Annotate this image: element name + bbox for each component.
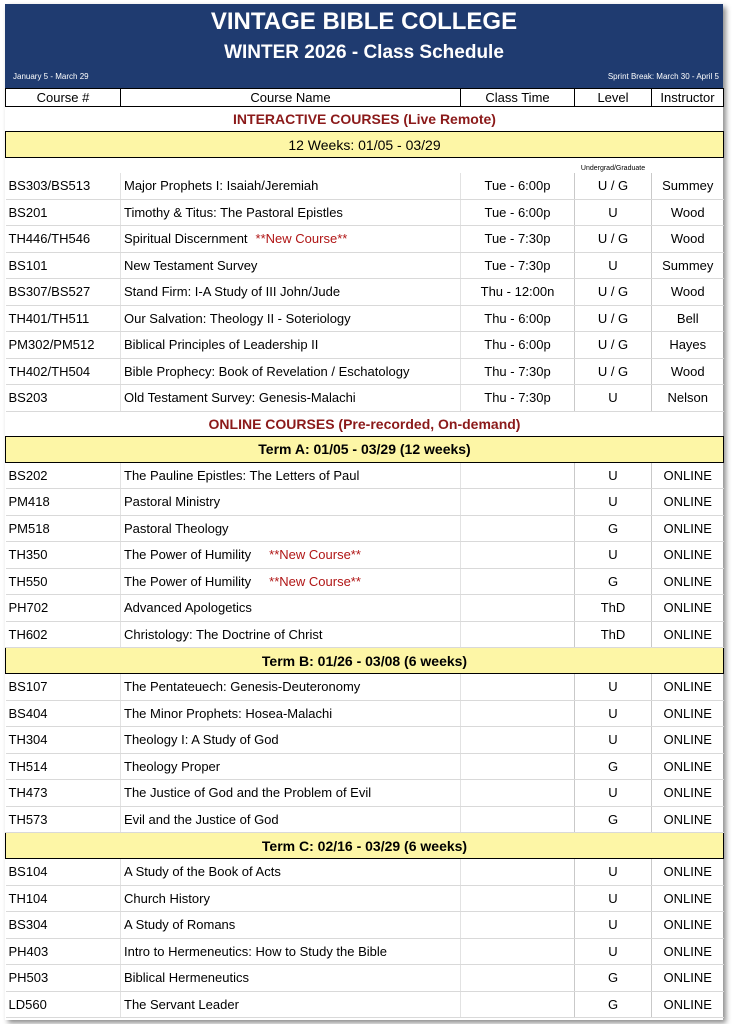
header-instructor: Instructor	[652, 89, 724, 107]
course-name	[121, 462, 461, 489]
interactive-term-band: 12 Weeks: 01/05 - 03/29	[6, 132, 724, 158]
instructor: ONLINE	[652, 806, 724, 833]
class-time	[461, 462, 575, 489]
class-time	[461, 859, 575, 886]
instructor: Summey	[652, 252, 724, 279]
table-row	[6, 991, 724, 1018]
course-name	[121, 753, 461, 780]
schedule-sheet	[5, 4, 723, 1020]
course-name-text: The Justice of God and the Problem of Evil	[124, 785, 372, 801]
course-name-text: Major Prophets I: Isaiah/Jeremiah	[124, 178, 319, 194]
instructor: Wood	[652, 279, 724, 306]
course-name	[121, 727, 461, 754]
course-number: TH304	[6, 727, 121, 754]
course-name-text: The Pauline Epistles: The Letters of Paul	[124, 467, 360, 483]
course-name-text: Church History	[124, 890, 210, 906]
course-name	[121, 385, 461, 412]
new-course-tag: **New Course**	[269, 573, 361, 589]
table-row	[6, 252, 724, 279]
table-row	[6, 385, 724, 412]
course-level: U	[575, 912, 652, 939]
course-number: BS404	[6, 700, 121, 727]
instructor: ONLINE	[652, 938, 724, 965]
course-name-text: Timothy & Titus: The Pastoral Epistles	[124, 204, 343, 220]
course-level: U	[575, 542, 652, 569]
course-name-text: Theology Proper	[124, 758, 221, 774]
table-row	[6, 885, 724, 912]
course-number: PH403	[6, 938, 121, 965]
class-time	[461, 727, 575, 754]
course-number: BS104	[6, 859, 121, 886]
table-row	[6, 912, 724, 939]
course-name	[121, 965, 461, 992]
instructor: ONLINE	[652, 991, 724, 1018]
class-time: Thu - 12:00n	[461, 279, 575, 306]
interactive-section-title: INTERACTIVE COURSES (Live Remote)	[233, 111, 496, 127]
course-name	[121, 226, 461, 253]
class-time	[461, 965, 575, 992]
course-level: U	[575, 727, 652, 754]
course-name	[121, 542, 461, 569]
instructor: ONLINE	[652, 780, 724, 807]
course-name-text: The Power of Humility	[124, 573, 252, 589]
course-number: BS107	[6, 674, 121, 701]
instructor: Bell	[652, 305, 724, 332]
class-time: Thu - 7:30p	[461, 358, 575, 385]
course-name	[121, 358, 461, 385]
course-name	[121, 252, 461, 279]
course-name	[121, 199, 461, 226]
course-level: U / G	[575, 305, 652, 332]
course-level: G	[575, 515, 652, 542]
instructor: ONLINE	[652, 885, 724, 912]
course-name-text: Biblical Hermeneutics	[124, 970, 249, 986]
course-number: BS307/BS527	[6, 279, 121, 306]
instructor: Summey	[652, 173, 724, 199]
course-level: G	[575, 991, 652, 1018]
class-time	[461, 885, 575, 912]
instructor: Hayes	[652, 332, 724, 359]
table-row	[6, 595, 724, 622]
course-number: BS303/BS513	[6, 173, 121, 199]
course-name	[121, 938, 461, 965]
course-number: TH473	[6, 780, 121, 807]
table-row	[6, 568, 724, 595]
header-level: Level	[575, 89, 652, 107]
course-name-text: A Study of Romans	[124, 917, 236, 933]
header-class-time: Class Time	[461, 89, 575, 107]
course-level: U	[575, 489, 652, 516]
class-time	[461, 753, 575, 780]
course-level: U	[575, 252, 652, 279]
course-level: U	[575, 885, 652, 912]
course-name	[121, 279, 461, 306]
course-number: BS304	[6, 912, 121, 939]
course-number: BS201	[6, 199, 121, 226]
course-name-text: Old Testament Survey: Genesis-Malachi	[124, 390, 356, 406]
term-dates: January 5 - March 29	[13, 72, 89, 81]
instructor: Nelson	[652, 385, 724, 412]
course-number: TH401/TH511	[6, 305, 121, 332]
course-name-text: Spiritual Discernment	[124, 231, 248, 247]
course-number: TH550	[6, 568, 121, 595]
table-row	[6, 226, 724, 253]
course-number: TH514	[6, 753, 121, 780]
table-row	[6, 938, 724, 965]
course-level: G	[575, 806, 652, 833]
table-row	[6, 462, 724, 489]
course-name-text: The Servant Leader	[124, 996, 239, 1012]
course-name	[121, 700, 461, 727]
course-name-text: Stand Firm: I-A Study of III John/Jude	[124, 284, 341, 300]
course-name-text: The Power of Humility	[124, 547, 252, 563]
course-level: U	[575, 859, 652, 886]
class-time: Thu - 6:00p	[461, 332, 575, 359]
course-level: U	[575, 199, 652, 226]
course-number: TH602	[6, 621, 121, 648]
table-row	[6, 332, 724, 359]
course-name	[121, 885, 461, 912]
class-time: Tue - 7:30p	[461, 226, 575, 253]
course-name	[121, 173, 461, 199]
course-level: U	[575, 938, 652, 965]
table-row	[6, 753, 724, 780]
table-row	[6, 515, 724, 542]
class-time	[461, 489, 575, 516]
course-name-text: Our Salvation: Theology II - Soteriology	[124, 310, 351, 326]
level-note-row	[6, 158, 724, 174]
class-time: Tue - 6:00p	[461, 173, 575, 199]
course-name-text: Pastoral Theology	[124, 520, 229, 536]
class-time	[461, 991, 575, 1018]
table-row	[6, 727, 724, 754]
class-time	[461, 621, 575, 648]
course-level: U / G	[575, 173, 652, 199]
course-name-text: The Pentateuech: Genesis-Deuteronomy	[124, 679, 361, 695]
table-row	[6, 489, 724, 516]
course-number: LD560	[6, 991, 121, 1018]
class-time	[461, 780, 575, 807]
table-row	[6, 542, 724, 569]
class-time	[461, 700, 575, 727]
schedule-subtitle: WINTER 2026 - Class Schedule	[224, 42, 504, 63]
course-number: PH702	[6, 595, 121, 622]
instructor: ONLINE	[652, 912, 724, 939]
course-number: BS101	[6, 252, 121, 279]
class-time: Tue - 6:00p	[461, 199, 575, 226]
class-time	[461, 568, 575, 595]
new-course-tag: **New Course**	[269, 547, 361, 563]
table-row	[6, 199, 724, 226]
course-number: TH350	[6, 542, 121, 569]
instructor: ONLINE	[652, 859, 724, 886]
course-number: TH446/TH546	[6, 226, 121, 253]
schedule-table	[5, 88, 724, 1018]
course-name-text: Biblical Principles of Leadership II	[124, 337, 319, 353]
course-level: U / G	[575, 358, 652, 385]
instructor: ONLINE	[652, 489, 724, 516]
course-level: U	[575, 462, 652, 489]
class-time	[461, 674, 575, 701]
instructor: ONLINE	[652, 595, 724, 622]
instructor: ONLINE	[652, 727, 724, 754]
table-row	[6, 305, 724, 332]
instructor: Wood	[652, 358, 724, 385]
course-number: PM302/PM512	[6, 332, 121, 359]
instructor: ONLINE	[652, 621, 724, 648]
course-name	[121, 806, 461, 833]
course-name-text: The Minor Prophets: Hosea-Malachi	[124, 705, 333, 721]
table-row	[6, 965, 724, 992]
course-name-text: A Study of the Book of Acts	[124, 864, 281, 880]
course-level: G	[575, 753, 652, 780]
course-number: BS202	[6, 462, 121, 489]
course-name-text: Christology: The Doctrine of Christ	[124, 626, 323, 642]
table-row	[6, 780, 724, 807]
course-name	[121, 305, 461, 332]
instructor: ONLINE	[652, 753, 724, 780]
course-name	[121, 515, 461, 542]
course-name-text: Intro to Hermeneutics: How to Study the Bible	[124, 943, 388, 959]
table-row	[6, 674, 724, 701]
course-number: TH402/TH504	[6, 358, 121, 385]
college-title: VINTAGE BIBLE COLLEGE	[210, 8, 518, 35]
course-name	[121, 332, 461, 359]
class-time: Thu - 6:00p	[461, 305, 575, 332]
course-name	[121, 780, 461, 807]
course-level: U	[575, 700, 652, 727]
course-name-text: New Testament Survey	[124, 257, 258, 273]
course-name	[121, 674, 461, 701]
class-time	[461, 542, 575, 569]
class-time	[461, 806, 575, 833]
online-term-b-band: Term B: 01/26 - 03/08 (6 weeks)	[6, 648, 724, 674]
course-number: TH573	[6, 806, 121, 833]
course-name	[121, 595, 461, 622]
course-level: U	[575, 780, 652, 807]
table-row	[6, 358, 724, 385]
course-level: U / G	[575, 279, 652, 306]
course-level: U	[575, 674, 652, 701]
course-name	[121, 859, 461, 886]
table-row	[6, 621, 724, 648]
course-name	[121, 991, 461, 1018]
course-name	[121, 568, 461, 595]
course-level: U	[575, 385, 652, 412]
online-term-c-band: Term C: 02/16 - 03/29 (6 weeks)	[6, 833, 724, 859]
new-course-tag: **New Course**	[255, 231, 348, 247]
instructor: ONLINE	[652, 462, 724, 489]
table-row	[6, 859, 724, 886]
header-course-num: Course #	[6, 89, 121, 107]
course-number: TH104	[6, 885, 121, 912]
course-name	[121, 621, 461, 648]
course-name-text: Pastoral Ministry	[124, 494, 221, 510]
class-time	[461, 595, 575, 622]
table-row	[6, 173, 724, 199]
course-number: PM518	[6, 515, 121, 542]
table-row	[6, 806, 724, 833]
level-note: Undergrad/Graduate	[580, 165, 646, 172]
header-row	[6, 89, 724, 107]
course-level: ThD	[575, 595, 652, 622]
class-time	[461, 515, 575, 542]
course-number: PH503	[6, 965, 121, 992]
course-number: PM418	[6, 489, 121, 516]
course-name-text: Theology I: A Study of God	[124, 732, 279, 748]
title-banner	[5, 4, 723, 88]
instructor: ONLINE	[652, 965, 724, 992]
course-name-text: Bible Prophecy: Book of Revelation / Eschatology	[124, 363, 410, 379]
online-section-title: ONLINE COURSES (Pre-recorded, On-demand)	[208, 415, 521, 432]
instructor: ONLINE	[652, 542, 724, 569]
instructor: ONLINE	[652, 568, 724, 595]
instructor: ONLINE	[652, 700, 724, 727]
course-level: U / G	[575, 226, 652, 253]
class-time	[461, 938, 575, 965]
instructor: Wood	[652, 199, 724, 226]
class-time	[461, 912, 575, 939]
header-course-name: Course Name	[121, 89, 461, 107]
instructor: ONLINE	[652, 674, 724, 701]
class-time: Tue - 7:30p	[461, 252, 575, 279]
instructor: ONLINE	[652, 515, 724, 542]
course-level: ThD	[575, 621, 652, 648]
table-row	[6, 279, 724, 306]
course-name-text: Evil and the Justice of God	[124, 811, 279, 827]
table-row	[6, 700, 724, 727]
course-name-text: Advanced Apologetics	[124, 600, 252, 616]
class-time: Thu - 7:30p	[461, 385, 575, 412]
course-name	[121, 489, 461, 516]
course-level: G	[575, 568, 652, 595]
course-name	[121, 912, 461, 939]
course-level: G	[575, 965, 652, 992]
instructor: Wood	[652, 226, 724, 253]
course-level: U / G	[575, 332, 652, 359]
course-number: BS203	[6, 385, 121, 412]
spring-break-note: Sprint Break: March 30 - April 5	[607, 72, 719, 81]
online-term-a-band: Term A: 01/05 - 03/29 (12 weeks)	[6, 436, 724, 462]
